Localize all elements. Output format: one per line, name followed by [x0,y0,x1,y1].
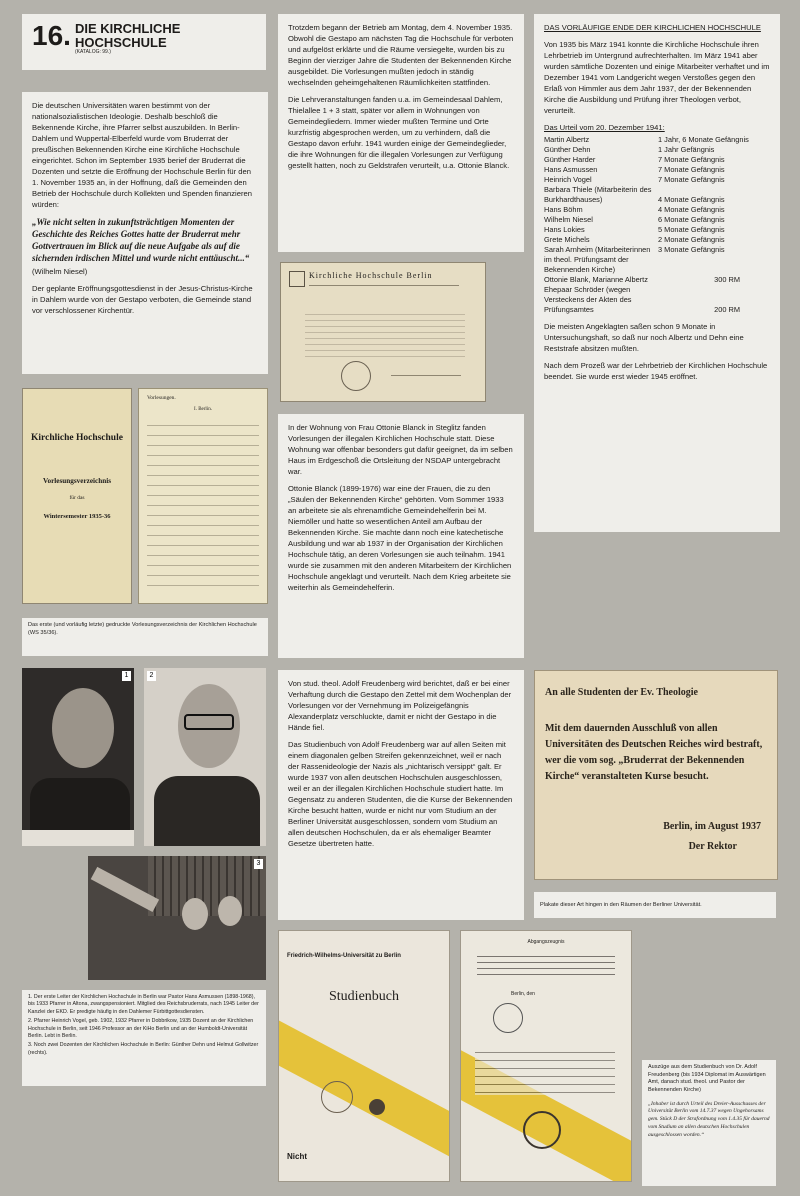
intro-panel [22,92,268,374]
verdict-sentence: 4 Monate Gefängnis [658,204,725,214]
section-title [22,14,266,70]
certificate-seal-icon [289,271,305,287]
section-title-line2: HOCHSCHULE [74,34,167,50]
photo-number-2: 2 [147,671,156,681]
booklet-caption: Das erste (und vorläufig letzte) gedruckte Vorlesungsverzeichnis der Kirchlichen Hochschule (WS 35/36). [22,618,268,656]
studienbuch-title: Studienbuch [329,989,399,1004]
operation-paragraph-1: Trotzdem begann der Betrieb am Montag, dem 4. November 1935. Obwohl die Gestapo am nächsten Tag die Hochschule für verboten und aufgelöst erklärte und die Räume versiegelte, wurden bis zu Beginn der vierziger Jahre die Studenten der Bekennenden Kirche ausgebildet. Die Vorlesungen mußten jedoch in ständig wechselnden geheimgehaltenen Räumlichkeiten stattfinden. [288,23,514,87]
stamp-icon [493,1003,523,1033]
verdict-name: Ottonie Blank, Marianne Albertz [544,274,648,284]
verdict-name: Hans Böhm [544,204,583,214]
poster-date: Berlin, im August 1937 [663,821,761,832]
glasses-icon [184,714,234,730]
verdict-name: Ehepaar Schröder (wegen Versteckens der Akten des Prüfungsamtes [544,284,632,314]
studienbuch-university: Friedrich-Wilhelms-Universität zu Berlin [287,953,401,959]
hochschule-certificate [280,262,486,402]
verdict-row [544,245,770,275]
university-poster [534,670,778,880]
end-paragraph-2: Die meisten Angeklagten saßen schon 9 Monate in Untersuchungshaft, so daß nur noch Albertz und Dehn eine Reststrafe absitzen mußten. [544,321,744,353]
lecture-list-heading: Vorlesungen. [147,395,176,401]
verdict-name: Günther Harder [544,154,596,164]
operation-panel [278,14,524,252]
handwritten-lines [475,1045,615,1095]
lecture-list-subheading: I. Berlin. [194,407,212,412]
section-number: 16. [32,20,71,51]
blanck-panel [278,414,524,658]
dehn-gollwitzer-photo [88,856,266,980]
verdict-name: Grete Michels [544,234,590,244]
end-paragraph-1: Von 1935 bis März 1941 konnte die Kirchliche Hochschule ihren Lehrbetrieb im Untergrund aufrechterhalten. Im März 1941 aber wurden sämtliche Dozenten und einige Mitarbeiter verhaftet und im Dezember 1941 vom Landgericht wegen Verstoßes gegen den Erlaß von Himmler aus dem Jahr 1937, der der Bekennenden Kirche die Ausbildung und Prüfung ihrer Theologen verbot, verurteilt. [544,40,770,115]
operation-paragraph-2: Die Lehrveranstaltungen fanden u.a. im Gemeindesaal Dahlem, Thielallee 1 + 3 statt, später vor allem in Wohnungen von Gemeindegliedern. Immer wieder mußten Termine und Orte kurzfristig abgesprochen werden, um zu verhindern, daß die Gestapo davon erfuhr. 1941 wurden einige der Gemeindeglieder, die ihre Wohnungen für die illegalen Vorlesungen zur Verfügung gestellt hatten, noch zu Geldstrafen verurteilt, u.a. Ottonie Blanck. [288,95,510,170]
verdict-name: Günther Dehn [544,144,591,154]
poster-signer: Der Rektor [688,841,737,852]
verdict-row [544,285,770,315]
verdict-sentence: 6 Monate Gefängnis [658,214,725,224]
stamp-icon [369,1099,385,1115]
verdict-row [544,185,770,205]
verdict-name: Hans Lokies [544,224,585,234]
struck-text-lines [477,951,615,977]
intro-paragraph-1: Die deutschen Universitäten waren bestimmt von der nationalsozialistischen Ideologie. Deshalb beschloß die Bekennende Kirche, ihre Pfarrer selbst auszubilden. In Berlin-Dahlem und Wuppertal-Elberfeld wurde vom Bruderrat der preußischen Bekennenden Kirche eine Kirchliche Hochschule eingerichtet. Schon im September 1935 berief der Bruderrat die Dozenten und setzte die Eröffnung der Hochschule Berlin für den 1. November 1935 an, in der Hoffnung, daß die Gemeinden den Betrieb der Hochschule durch Kollekten und Spenden finanzieren würden: [32,101,252,209]
page-header: Abgangszeugnis [527,939,565,945]
end-heading: DAS VORLÄUFIGE ENDE DER KIRCHLICHEN HOCHSCHULE [544,23,761,32]
poster-heading: An alle Studenten der Ev. Theologie [545,687,698,698]
photo-caption-1: 1. Der erste Leiter der Kirchlichen Hochschule in Berlin war Pastor Hans Asmussen (1898-1968), bis 1933 Pfarrer in Altona, zwangspensioniert. Mitglied des Reichsbruderrats, nach 1945 Leiter der Kanzlei der EKD. Er predigte häufig in den Dahlemer Fürbittgottesdiensten. [28,994,259,1015]
page-city: Berlin, den [511,991,535,997]
verdict-row [544,225,770,235]
niesel-quote-block [32,216,258,277]
portrait-face [218,896,242,926]
poster-body: Mit dem dauernden Ausschluß von allen Universitäten des Deutschen Reiches wird bestraft, wer die vom sog. „Bruderrat der Bekennenden Kirche“ veranstalteten Kurse besucht. [545,723,763,782]
verdict-name: Heinrich Vogel [544,174,592,184]
booklet-title: Kirchliche Hochschule [31,433,123,443]
verdict-name: Barbara Thiele (Mitarbeiterin des Burkhardthauses) [544,184,652,204]
verdict-sentence: 1 Jahr Gefängnis [658,144,715,154]
certificate-header: Kirchliche Hochschule Berlin [309,271,433,280]
photo-number-3: 3 [254,859,263,869]
verdict-row [544,275,770,285]
verdict-name: Wilhelm Niesel [544,214,593,224]
verdict-sentence: 3 Monate Gefängnis [658,244,725,254]
section-title-line1: DIE KIRCHLICHE [74,21,181,36]
verdict-row [544,155,770,165]
verdict-row [544,235,770,245]
vogel-photo [144,668,266,846]
verdict-name: Sarah Arnheim (Mitarbeiterinnen im theol. Prüfungsamt der Bekennenden Kirche) [544,244,651,274]
portrait-suit [30,778,130,838]
verdict-sentence: 7 Monate Gefängnis [658,174,725,184]
excerpt-quote: „Inhaber ist durch Urteil des Dreier-Ausschusses der Universität Berlin vom 14.7.37 wegen Ungehorsams gem. Stück D der Strafordnung vom 1.4.35 für dauernd vom Studium an allen deutschen Hochschulen ausgeschlossen worden.“ [648,1100,770,1138]
excerpt-caption: Auszüge aus dem Studienbuch von Dr. Adolf Freudenberg (bis 1934 Diplomat im Auswärtigen Amt, danach stud. theol. und Pastor der Bekennenden Kirche) [648,1064,766,1094]
lecture-list-lines [147,419,259,595]
freudenberg-paragraph-2: Das Studienbuch von Adolf Freudenberg war auf allen Seiten mit einem diagonalen gelben Streifen gekennzeichnet, weil er nach der Rassenideologie der Nazis als „nichtarisch versippt“ galt. Er wurde 1937 von allen deutschen Hochschulen ausgeschlossen, weil er an der illegalen Kirchlichen Hochschule studiert hatte. Im Gegensatz zu anderen Studenten, die die Kurse der Bekennenden Kirche besucht hatten, wurde er nicht nur vom Studium an der Berliner Universität ausgeschlossen, sondern vom Studium an allen deutschen Hochschulen, da er als ehemaliger Beamter Gesetze übertreten hatte. [288,740,513,848]
blanck-paragraph-2: Ottonie Blanck (1899-1976) war eine der Frauen, die zu den „Säulen der Bekennenden Kirche“ gehörten. Vom Sommer 1933 an arbeitete sie als ehrenamtliche Gemeindehelferin bei M. Niemöller und hatte so wesentlichen Anteil am Aufbau der Bekennenden Kirche. Sie machte dann noch eine katechetische Ausbildung und war ab 1937 in der Organisation der Kirchlichen Hochschule tätig, an deren Vorlesungen sie auch teilnahm. 1941 wurde sie zusammen mit den anderen Mitarbeitern der Kirchlichen Hochschule angeklagt und verurteilt. Nach dem Krieg arbeitete sie weiterhin als Gemeindehelferin. [288,484,512,592]
verdict-sentence: 300 RM [714,274,740,284]
verdict-name: Martin Albertz [544,135,590,144]
verdict-row [544,135,770,145]
verdict-row [544,215,770,225]
yellow-stripe [278,1012,450,1169]
photo-number-1: 1 [122,671,131,681]
verdict-sentence: 7 Monate Gefängnis [658,154,725,164]
booklet-subtitle: Vorlesungsverzeichnis [42,477,111,485]
verdict-row [544,165,770,175]
quote-author: (Wilhelm Niesel) [32,266,88,276]
verdict-title: Das Urteil vom 20. Dezember 1941: [544,123,665,132]
portrait-face [52,688,114,768]
niesel-quote: „Wie nicht selten in zukunftsträchtigen Momenten der Geschichte des Reiches Gottes hatte der Bruderrat mehr Gottvertrauen im Blick auf die neue Aufgabe als auf die sichernden irdischen Mittel und wurde nicht enttäuscht...“ [32,217,250,264]
freudenberg-paragraph-1: Von stud. theol. Adolf Freudenberg wird berichtet, daß er bei einer Verhaftung durch die Gestapo den Zettel mit dem Wochenplan der Vorlesungen vor der Vernehmung im Polizeigefängnis Alexanderplatz verschluckte, damit er nicht der Gestapo in die Hände fiel. [288,679,512,732]
portrait-face [182,898,208,930]
end-paragraph-3: Nach dem Prozeß war der Lehrbetrieb der Kirchlichen Hochschule beendet. Sie wurde erst wieder 1945 eröffnet. [544,360,768,381]
photo-captions [22,990,266,1086]
verdict-name: Hans Asmussen [544,164,598,174]
verdict-row [544,205,770,215]
verdict-sentence: 1 Jahr, 6 Monate Gefängnis [658,135,749,144]
photo-caption-2: 2. Pfarrer Heinrich Vogel, geb. 1902, 1932 Pfarrer in Dobbrikow, 1935 Dozent an der Kirchlichen Hochschule in Berlin, seit 1946 Professor an der KiHo Berlin und an der Humboldt-Universität Berlin. Lebt in Berlin. [28,1018,254,1040]
verdict-sentence: 7 Monate Gefängnis [658,164,725,174]
verdict-row [544,175,770,185]
excerpt-caption-box [642,1060,776,1186]
verdict-sentence: 200 RM [714,304,740,314]
verdict-row [544,145,770,155]
booklet-semester: Wintersemester 1935-36 [43,513,111,520]
intro-paragraph-2: Der geplante Eröffnungsgottesdienst in der Jesus-Christus-Kirche in Dahlem wurde von der Gestapo verboten, die Gemeinde stand vor verschlossener Kirchentür. [32,283,253,315]
signature-strip [22,830,134,846]
verdict-table [544,135,770,315]
studienbuch-page [460,930,632,1182]
stamp-icon [523,1111,561,1149]
stamp-icon [321,1081,353,1113]
studienbuch-footer-word: Nicht [287,1152,307,1161]
photo-caption-3: 3. Noch zwei Dozenten der Kirchlichen Hochschule in Berlin: Günther Dehn und Helmut Gollwitzer (rechts). [28,1042,259,1056]
lecture-booklet-page [138,388,268,604]
freudenberg-panel [278,670,524,920]
poster-caption: Plakate dieser Art hingen in den Räumen der Berliner Universität. [534,892,776,918]
catalog-reference: (KATALOG: 99.) [74,49,111,56]
studienbuch-cover [278,930,450,1182]
end-panel [534,14,780,532]
certificate-stamp-icon [341,361,371,391]
portrait-suit [154,776,260,846]
verdict-sentence: 2 Monate Gefängnis [658,234,725,244]
booklet-for: für das [69,495,85,501]
lecture-booklet-cover [22,388,132,604]
verdict-sentence: 5 Monate Gefängnis [658,224,725,234]
verdict-sentence: 4 Monate Gefängnis [658,194,725,204]
blanck-paragraph-1: In der Wohnung von Frau Ottonie Blanck in Steglitz fanden Vorlesungen der illegalen Kirchlichen Hochschule statt. Diese Wohnung war offenbar besonders gut dafür geeignet, da im selben Haus im Erdgeschoß die Ortsleitung der NSDAP untergebracht war. [288,423,513,476]
asmussen-photo [22,668,134,846]
